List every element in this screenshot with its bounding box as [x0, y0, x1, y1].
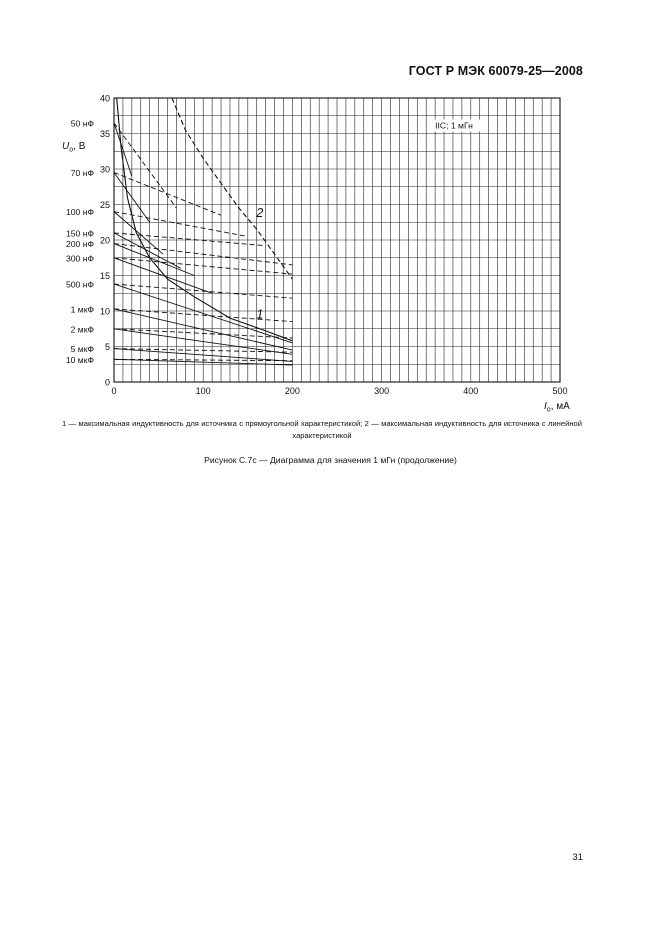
y-tick-label: 20 — [99, 235, 110, 246]
x-tick-label: 200 — [284, 386, 300, 396]
capacitance-label: 1 мкФ — [70, 304, 94, 315]
x-tick-label: 400 — [463, 386, 479, 396]
y-tick-label: 25 — [99, 200, 110, 210]
x-axis-label-main: I — [544, 401, 547, 412]
x-tick-label: 0 — [111, 386, 117, 396]
capacitance-label: 50 нФ — [70, 118, 94, 129]
capacitance-label: 300 нФ — [65, 253, 94, 264]
capacitance-label: 5 мкФ — [70, 344, 94, 355]
capacitance-label: 2 мкФ — [70, 324, 94, 335]
curve-number-label: 1 — [256, 306, 264, 322]
x-axis-label — [544, 401, 570, 414]
chart — [0, 0, 661, 420]
capacitance-label: 10 мкФ — [65, 354, 94, 365]
y-tick-label: 0 — [104, 377, 110, 388]
x-axis-label-unit: , мА — [550, 401, 570, 412]
capacitance-label: 200 нФ — [65, 239, 94, 250]
y-axis-label-unit: , В — [73, 141, 86, 152]
figure-caption: Рисунок С.7с — Диаграмма для значения 1 мГн (продолжение) — [204, 455, 457, 465]
series-line-rectangular — [114, 212, 163, 255]
y-tick-label: 15 — [99, 271, 110, 281]
document-code: ГОСТ Р МЭК 60079-25—2008 — [408, 64, 583, 78]
y-axis-label-sub: o — [69, 146, 74, 154]
chart-title: IIC; 1 мГн — [435, 120, 473, 131]
y-axis-label-main: U — [62, 141, 70, 152]
x-tick-label: 500 — [552, 386, 568, 396]
y-tick-label: 40 — [99, 93, 110, 104]
capacitance-label: 100 нФ — [65, 207, 94, 218]
capacitance-label: 70 нФ — [70, 168, 94, 179]
series-line-rectangular — [117, 98, 293, 341]
x-axis-label-sub: o — [546, 406, 551, 414]
curve-number-label: 2 — [256, 205, 264, 221]
x-tick-label: 300 — [374, 386, 390, 396]
legend-text: 1 — максимальная индуктивность для источника с прямоугольной характеристикой; 2 — максимальная индуктивность для источника с линейной характеристикой — [62, 419, 582, 440]
page-number: 31 — [572, 852, 583, 863]
y-tick-label: 30 — [99, 164, 110, 175]
x-tick-label: 100 — [195, 386, 211, 396]
y-tick-label: 35 — [99, 129, 110, 139]
capacitance-label: 150 нФ — [65, 228, 94, 239]
y-axis-label — [62, 141, 86, 154]
y-tick-label: 10 — [99, 306, 110, 317]
y-tick-label: 5 — [104, 342, 110, 352]
capacitance-label: 500 нФ — [65, 279, 94, 290]
